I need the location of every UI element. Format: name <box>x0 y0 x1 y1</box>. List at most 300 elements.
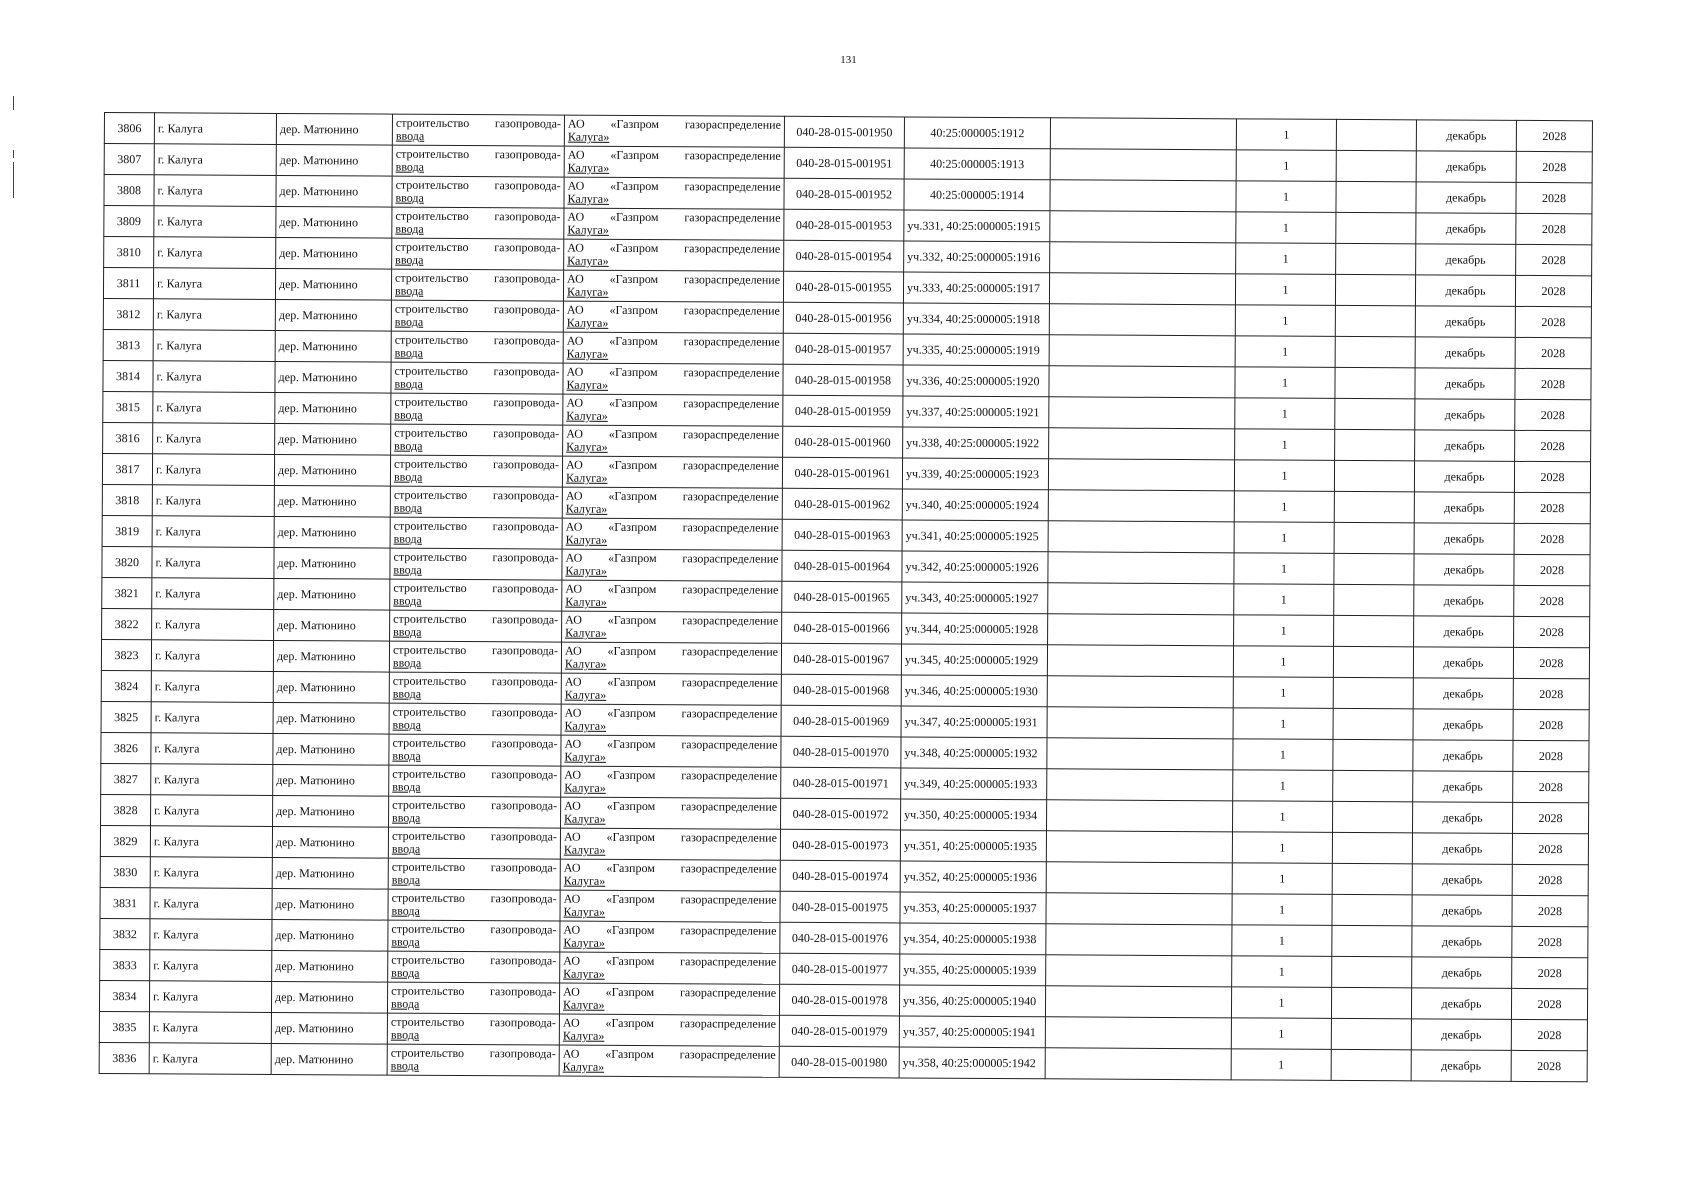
row-number: 3824 <box>101 670 151 701</box>
work-type-word: ввода <box>392 779 421 794</box>
owner-word: «Газпром <box>610 116 660 132</box>
work-type-word: ввода <box>393 531 423 546</box>
owner-word: АО <box>563 984 580 999</box>
work-type-word: ввода <box>393 500 423 515</box>
work-type-word: газопровода- <box>494 209 561 224</box>
city-cell: г. Калуга <box>153 361 275 393</box>
empty-cell <box>1049 428 1235 460</box>
row-number: 3835 <box>99 1011 149 1042</box>
empty-cell <box>1047 800 1233 832</box>
work-type-word: газопровода- <box>492 457 560 472</box>
village-cell: дер. Матюнино <box>273 702 389 734</box>
work-type-word: ввода <box>391 872 421 887</box>
work-type-word: газопровода- <box>489 1015 556 1030</box>
city-cell: г. Калуга <box>150 950 272 982</box>
empty-cell <box>1336 119 1416 150</box>
village-cell: дер. Матюнино <box>272 919 388 951</box>
month-cell: декабрь <box>1413 771 1513 803</box>
city-cell: г. Калуга <box>154 175 276 207</box>
empty-cell <box>1045 1017 1231 1049</box>
owner-cell <box>562 611 782 643</box>
owner-word: Калуга» <box>563 842 606 857</box>
empty-cell <box>1333 708 1413 739</box>
scan-mark <box>13 96 14 110</box>
work-type-word: ввода <box>392 810 421 825</box>
owner-cell <box>564 115 784 147</box>
registry-number-cell: 040-28-015-001968 <box>781 674 901 706</box>
owner-cell <box>560 952 780 984</box>
month-cell: декабрь <box>1414 554 1514 586</box>
work-type-word: газопровода- <box>494 240 561 255</box>
empty-cell <box>1046 862 1232 894</box>
year-cell: 2028 <box>1516 244 1592 275</box>
work-type-cell <box>390 579 562 611</box>
year-cell: 2028 <box>1514 523 1590 554</box>
empty-cell <box>1335 367 1415 398</box>
work-type-word: строительство <box>391 828 466 844</box>
owner-word: АО <box>563 891 581 906</box>
owner-word: «Газпром <box>608 519 657 535</box>
work-type-word: газопровода- <box>490 922 557 937</box>
empty-cell <box>1050 242 1236 274</box>
registry-number-cell: 040-28-015-001965 <box>782 581 902 613</box>
empty-cell <box>1335 336 1415 367</box>
owner-word: Калуга» <box>567 160 610 175</box>
owner-word: газораспределение <box>683 396 780 411</box>
month-cell: декабрь <box>1412 895 1512 927</box>
month-cell: декабрь <box>1416 182 1516 214</box>
empty-cell <box>1335 429 1415 460</box>
owner-word: АО <box>567 178 585 193</box>
owner-word: АО <box>567 116 585 131</box>
registry-number-cell: 040-28-015-001974 <box>780 860 900 892</box>
empty-cell <box>1332 894 1412 925</box>
month-cell: декабрь <box>1416 213 1516 245</box>
village-cell: дер. Матюнино <box>271 1043 387 1075</box>
work-type-word: ввода <box>391 934 420 949</box>
month-cell: декабрь <box>1415 337 1515 369</box>
work-type-cell <box>392 114 564 146</box>
row-number: 3814 <box>103 360 153 391</box>
work-type-word: ввода <box>390 996 420 1011</box>
work-type-word: ввода <box>394 407 423 422</box>
owner-word: «Газпром <box>606 798 656 814</box>
village-cell: дер. Матюнино <box>273 671 389 703</box>
city-cell: г. Калуга <box>151 640 273 672</box>
cadastral-number-cell: уч.351, 40:25:000005:1935 <box>900 830 1046 862</box>
owner-word: АО <box>563 953 581 968</box>
owner-cell <box>561 766 781 798</box>
month-cell: декабрь <box>1414 585 1514 617</box>
owner-word: «Газпром <box>609 271 659 287</box>
village-cell: дер. Матюнино <box>275 392 391 424</box>
month-cell: декабрь <box>1413 678 1513 710</box>
empty-cell <box>1048 490 1234 522</box>
empty-cell <box>1336 243 1416 274</box>
empty-cell <box>1336 212 1416 243</box>
work-type-word: строительство <box>390 1014 465 1030</box>
registry-number-cell: 040-28-015-001980 <box>779 1046 899 1078</box>
owner-word: газораспределение <box>680 892 777 907</box>
row-number: 3820 <box>102 546 152 577</box>
owner-word: Калуга» <box>563 904 606 919</box>
owner-word: «Газпром <box>608 426 658 442</box>
cadastral-number-cell: 40:25:000005:1914 <box>904 179 1050 211</box>
village-cell: дер. Матюнино <box>275 299 391 331</box>
empty-cell <box>1046 955 1232 987</box>
quantity-cell: 1 <box>1231 1049 1331 1081</box>
work-type-word: ввода <box>395 128 425 143</box>
quantity-cell: 1 <box>1235 305 1335 337</box>
cadastral-number-cell: уч.347, 40:25:000005:1931 <box>901 706 1047 738</box>
owner-word: «Газпром <box>608 488 657 504</box>
cadastral-number-cell: уч.334, 40:25:000005:1918 <box>903 303 1049 335</box>
work-type-cell <box>387 1044 559 1076</box>
owner-word: газораспределение <box>684 117 781 132</box>
work-type-word: строительство <box>392 673 467 689</box>
work-type-word: газопровода- <box>491 705 558 720</box>
owner-word: АО <box>564 674 582 689</box>
owner-word: Калуга» <box>566 408 608 423</box>
empty-cell <box>1336 181 1416 212</box>
village-cell: дер. Матюнино <box>274 578 390 610</box>
registry-number-cell: 040-28-015-001959 <box>783 395 903 427</box>
year-cell: 2028 <box>1514 461 1590 492</box>
owner-cell <box>563 394 783 426</box>
owner-word: газораспределение <box>681 706 778 721</box>
owner-cell <box>561 735 781 767</box>
work-type-word: строительство <box>392 797 466 813</box>
registry-number-cell: 040-28-015-001955 <box>783 271 903 303</box>
empty-cell <box>1334 491 1414 522</box>
month-cell: декабрь <box>1411 988 1511 1020</box>
month-cell: декабрь <box>1416 244 1516 276</box>
village-cell: дер. Матюнино <box>274 454 390 486</box>
work-type-word: ввода <box>394 314 424 329</box>
owner-word: Калуга» <box>565 501 608 516</box>
work-type-word: газопровода- <box>493 302 560 317</box>
year-cell: 2028 <box>1516 213 1592 244</box>
empty-cell <box>1333 646 1413 677</box>
registry-number-cell: 040-28-015-001951 <box>784 147 904 179</box>
empty-cell <box>1049 366 1235 398</box>
village-cell: дер. Матюнино <box>275 330 391 362</box>
work-type-cell <box>388 889 560 921</box>
owner-word: «Газпром <box>607 612 657 628</box>
work-type-word: строительство <box>395 239 469 255</box>
owner-word: АО <box>562 1046 580 1061</box>
owner-word: Калуга» <box>566 377 609 392</box>
cadastral-number-cell: уч.355, 40:25:000005:1939 <box>900 954 1046 986</box>
owner-word: АО <box>564 798 581 813</box>
registry-number-cell: 040-28-015-001972 <box>781 798 901 830</box>
quantity-cell: 1 <box>1236 243 1336 275</box>
owner-word: Калуга» <box>566 439 608 454</box>
owner-word: АО <box>564 643 582 658</box>
row-number: 3829 <box>100 825 150 856</box>
owner-cell <box>563 425 783 457</box>
work-type-word: газопровода- <box>490 953 557 968</box>
owner-word: «Газпром <box>606 891 655 907</box>
cadastral-number-cell: уч.345, 40:25:000005:1929 <box>901 644 1047 676</box>
empty-cell <box>1047 645 1233 677</box>
registry-number-cell: 040-28-015-001957 <box>783 333 903 365</box>
owner-word: «Газпром <box>607 736 656 752</box>
registry-number-cell: 040-28-015-001961 <box>782 457 902 489</box>
work-type-word: строительство <box>392 735 466 751</box>
work-type-word: ввода <box>391 903 420 918</box>
owner-word: «Газпром <box>605 953 655 969</box>
quantity-cell: 1 <box>1236 181 1336 213</box>
quantity-cell: 1 <box>1232 863 1332 895</box>
owner-cell <box>562 580 782 612</box>
city-cell: г. Калуга <box>152 609 274 641</box>
work-type-word: газопровода- <box>494 116 561 131</box>
owner-word: «Газпром <box>609 240 659 256</box>
work-type-word: газопровода- <box>493 364 560 379</box>
work-type-word: строительство <box>391 890 465 906</box>
row-number: 3828 <box>101 794 151 825</box>
work-type-cell <box>389 672 561 704</box>
village-cell: дер. Матюнино <box>272 888 388 920</box>
owner-word: АО <box>567 209 585 224</box>
work-type-word: ввода <box>391 841 421 856</box>
work-type-cell <box>387 1013 559 1045</box>
empty-cell <box>1049 397 1235 429</box>
owner-cell <box>560 890 780 922</box>
empty-cell <box>1331 1018 1411 1049</box>
row-number: 3816 <box>103 422 153 453</box>
owner-word: Калуга» <box>562 1059 605 1074</box>
quantity-cell: 1 <box>1235 274 1335 306</box>
owner-word: Калуга» <box>566 315 609 330</box>
month-cell: декабрь <box>1413 709 1513 741</box>
village-cell: дер. Матюнино <box>273 640 389 672</box>
year-cell: 2028 <box>1514 554 1590 585</box>
work-type-word: строительство <box>392 642 467 658</box>
cadastral-number-cell: уч.354, 40:25:000005:1938 <box>900 923 1046 955</box>
row-number: 3807 <box>104 144 154 175</box>
year-cell: 2028 <box>1515 368 1591 399</box>
owner-word: газораспределение <box>682 520 779 535</box>
work-type-word: газопровода- <box>490 860 557 875</box>
owner-word: газораспределение <box>682 489 779 504</box>
owner-word: Калуга» <box>562 1028 605 1043</box>
year-cell: 2028 <box>1514 585 1590 616</box>
empty-cell <box>1334 460 1414 491</box>
quantity-cell: 1 <box>1236 150 1336 182</box>
year-cell: 2028 <box>1515 306 1591 337</box>
owner-word: АО <box>565 519 583 534</box>
registry-number-cell: 040-28-015-001958 <box>783 364 903 396</box>
owner-word: «Газпром <box>606 860 655 876</box>
cadastral-number-cell: 40:25:000005:1913 <box>904 148 1050 180</box>
work-type-cell <box>390 455 562 487</box>
registry-number-cell: 040-28-015-001975 <box>780 891 900 923</box>
year-cell: 2028 <box>1511 1019 1587 1050</box>
work-type-cell <box>391 362 563 394</box>
city-cell: г. Калуга <box>149 981 271 1013</box>
month-cell: декабрь <box>1414 616 1514 648</box>
owner-word: «Газпром <box>606 767 656 783</box>
owner-word: АО <box>566 395 584 410</box>
row-number: 3806 <box>104 113 154 144</box>
work-type-word: строительство <box>391 983 465 999</box>
work-type-word: строительство <box>394 332 469 348</box>
owner-word: Калуга» <box>567 191 610 206</box>
owner-word: АО <box>566 426 583 441</box>
owner-word: «Газпром <box>607 674 656 690</box>
cadastral-number-cell: уч.332, 40:25:000005:1916 <box>904 241 1050 273</box>
work-type-cell <box>388 920 560 952</box>
work-type-cell <box>388 858 560 890</box>
month-cell: декабрь <box>1411 1019 1511 1051</box>
owner-word: АО <box>566 302 584 317</box>
year-cell: 2028 <box>1512 895 1588 926</box>
cadastral-number-cell: уч.338, 40:25:000005:1922 <box>903 427 1049 459</box>
year-cell: 2028 <box>1515 275 1591 306</box>
month-cell: декабрь <box>1413 740 1513 772</box>
work-type-cell <box>392 207 564 239</box>
registry-number-cell: 040-28-015-001952 <box>784 178 904 210</box>
owner-word: АО <box>563 829 581 844</box>
owner-word: газораспределение <box>682 551 779 566</box>
work-type-cell <box>391 269 563 301</box>
registry-number-cell: 040-28-015-001969 <box>781 705 901 737</box>
month-cell: декабрь <box>1415 399 1515 431</box>
work-type-cell <box>391 300 563 332</box>
row-number: 3826 <box>101 732 151 763</box>
work-type-word: ввода <box>394 376 423 391</box>
row-number: 3833 <box>100 949 150 980</box>
empty-cell <box>1331 987 1411 1018</box>
quantity-cell: 1 <box>1234 584 1334 616</box>
registry-number-cell: 040-28-015-001956 <box>783 302 903 334</box>
owner-cell <box>559 1014 779 1046</box>
quantity-cell: 1 <box>1235 336 1335 368</box>
owner-cell <box>561 797 781 829</box>
owner-word: газораспределение <box>683 272 781 287</box>
quantity-cell: 1 <box>1233 708 1333 740</box>
cadastral-number-cell: уч.353, 40:25:000005:1937 <box>900 892 1046 924</box>
owner-cell <box>561 642 781 674</box>
row-number: 3818 <box>102 484 152 515</box>
work-type-word: строительство <box>393 518 468 534</box>
owner-word: Калуга» <box>563 935 605 950</box>
owner-cell <box>564 177 784 209</box>
owner-word: «Газпром <box>608 395 658 411</box>
work-type-cell <box>389 703 561 735</box>
work-type-word: ввода <box>395 221 424 236</box>
city-cell: г. Калуга <box>151 764 273 796</box>
registry-number-cell: 040-28-015-001971 <box>781 767 901 799</box>
work-type-word: ввода <box>392 655 422 670</box>
month-cell: декабрь <box>1412 926 1512 958</box>
year-cell: 2028 <box>1513 771 1589 802</box>
owner-word: «Газпром <box>610 178 659 194</box>
month-cell: декабрь <box>1412 802 1512 834</box>
owner-word: газораспределение <box>683 427 780 442</box>
owner-word: газораспределение <box>682 582 779 597</box>
empty-cell <box>1047 676 1233 708</box>
owner-cell <box>562 518 782 550</box>
year-cell: 2028 <box>1512 864 1588 895</box>
owner-word: АО <box>564 736 582 751</box>
owner-word: «Газпром <box>609 302 659 318</box>
city-cell: г. Калуга <box>149 1012 271 1044</box>
empty-cell <box>1335 274 1415 305</box>
year-cell: 2028 <box>1511 988 1587 1019</box>
work-type-word: газопровода- <box>493 333 560 348</box>
work-type-word: строительство <box>392 766 466 782</box>
empty-cell <box>1047 707 1233 739</box>
village-cell: дер. Матюнино <box>276 113 392 145</box>
registry-number-cell: 040-28-015-001967 <box>781 643 901 675</box>
city-cell: г. Калуга <box>153 423 275 455</box>
owner-word: Калуга» <box>565 563 608 578</box>
owner-word: газораспределение <box>679 985 777 1000</box>
owner-word: «Газпром <box>609 209 659 225</box>
month-cell: декабрь <box>1415 430 1515 462</box>
month-cell: декабрь <box>1416 120 1516 152</box>
owner-cell <box>560 921 780 953</box>
quantity-cell: 1 <box>1235 367 1335 399</box>
owner-word: «Газпром <box>608 457 658 473</box>
year-cell: 2028 <box>1514 616 1590 647</box>
owner-word: газораспределение <box>682 613 779 628</box>
owner-word: Калуга» <box>565 594 607 609</box>
empty-cell <box>1335 305 1415 336</box>
work-type-word: строительство <box>395 115 470 131</box>
work-type-word: строительство <box>395 146 470 162</box>
owner-word: АО <box>565 550 583 565</box>
village-cell: дер. Матюнино <box>275 268 391 300</box>
quantity-cell: 1 <box>1235 398 1335 430</box>
owner-word: «Газпром <box>605 922 655 938</box>
owner-word: Калуга» <box>562 997 605 1012</box>
row-number: 3836 <box>99 1042 149 1073</box>
month-cell: декабрь <box>1414 461 1514 493</box>
work-type-word: ввода <box>394 283 424 298</box>
year-cell: 2028 <box>1516 120 1592 151</box>
owner-word: Калуга» <box>566 346 609 361</box>
owner-word: Калуга» <box>564 718 607 733</box>
quantity-cell: 1 <box>1233 677 1333 709</box>
month-cell: декабрь <box>1415 306 1515 338</box>
owner-word: АО <box>566 364 584 379</box>
owner-cell <box>563 332 783 364</box>
owner-word: АО <box>567 240 585 255</box>
row-number: 3819 <box>102 515 152 546</box>
owner-cell <box>564 239 784 271</box>
work-type-word: строительство <box>395 177 469 193</box>
empty-cell <box>1046 924 1232 956</box>
owner-word: газораспределение <box>681 644 779 659</box>
cadastral-number-cell: уч.348, 40:25:000005:1932 <box>901 737 1047 769</box>
month-cell: декабрь <box>1412 957 1512 989</box>
work-type-word: строительство <box>391 921 465 937</box>
empty-cell <box>1332 801 1412 832</box>
empty-cell <box>1332 832 1412 863</box>
city-cell: г. Калуга <box>151 795 273 827</box>
work-type-word: строительство <box>391 952 465 968</box>
cadastral-number-cell: уч.331, 40:25:000005:1915 <box>904 210 1050 242</box>
year-cell: 2028 <box>1515 399 1591 430</box>
work-type-word: газопровода- <box>491 767 558 782</box>
month-cell: декабрь <box>1416 151 1516 183</box>
work-type-word: газопровода- <box>492 488 559 503</box>
row-number: 3812 <box>103 298 153 329</box>
